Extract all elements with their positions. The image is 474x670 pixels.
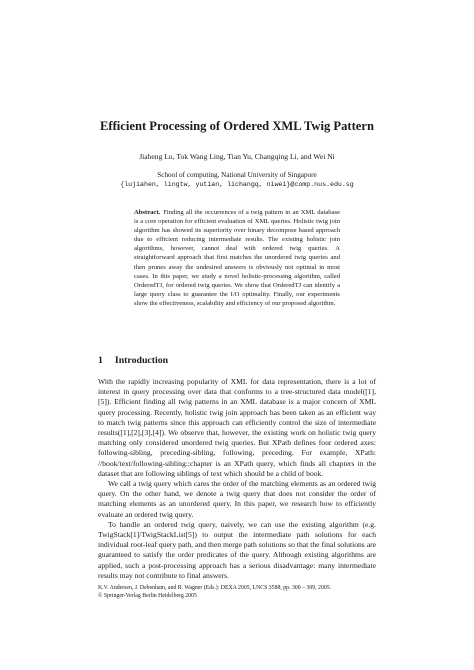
paper-title: Efficient Processing of Ordered XML Twig Pattern — [100, 119, 374, 133]
footer-citation: K.V. Andersen, J. Debenham, and R. Wagner (Eds.): DEXA 2005, LNCS 3588, pp. 300 – 309, 2005. — [98, 585, 332, 591]
page-footer — [98, 585, 378, 600]
body-paragraph: To handle an ordered twig query, naively, we can use the existing algorithm (e.g. TwigStack[1]/TwigStackList[5]) to output the intermediate path solutions for each individual root-leaf query path, and then merge path solutions so that the final solutions are guaranteed to satisfy the order predicates of the query. Although existing algorithms are applied, such a post-processing approach has a serious disadvantage: many intermediate results may not contribute to final answers. — [98, 519, 376, 580]
abstract-label: Abstract. — [134, 209, 161, 216]
section-number: 1 — [98, 355, 103, 366]
affiliation-block — [0, 171, 474, 189]
abstract-block — [134, 208, 340, 308]
footer-copyright: © Springer-Verlag Berlin Heidelberg 2005 — [98, 592, 197, 599]
author-emails: {lujiahen, lingtw, yutian, lichangq, niwei}@comp.nus.edu.sg — [120, 181, 354, 188]
section-heading — [98, 355, 168, 366]
affiliation-line: School of computing, National University of Singapore — [157, 171, 317, 179]
author-list: Jiaheng Lu, Tok Wang Ling, Tian Yu, Changqing Li, and Wei Ni — [139, 152, 335, 161]
abstract-text: Finding all the occurrences of a twig pattern in an XML database is a core operation for efficient evaluation of XML queries. Holistic twig join algorithm has showed its superiority over binary decompose based approach due to efficient reducing intermediate results. The existing holistic join algorithms, however, cannot deal with ordered twig queries. A straightforward approach that first matches the unordered twig queries and then prunes away the undesired answers is obviously not optimal in most cases. In this paper, we study a novel holistic-processing algorithm, called OrderedTJ, for ordered twig queries. We show that OrderedTJ can identify a large query class to guarantee the I/O optimality. Finally, our experiments show the effectiveness, scalability and efficiency of our proposed algorithm. — [134, 209, 340, 307]
body-text — [98, 377, 376, 581]
section-title: Introduction — [114, 355, 169, 366]
body-paragraph: We call a twig query which cares the order of the matching elements as an ordered twig query. On the other hand, we denote a twig query that does not consider the order of matching elements as an unordered query. In this paper, we research how to efficiently evaluate an ordered twig query. — [98, 479, 376, 519]
body-paragraph: With the rapidly increasing popularity of XML for data representation, there is a lot of interest in query processing over data that conforms to a tree-structured data model([1],[5]). Efficient finding all twig patterns in an XML database is a major concern of XML query processing. Recently, holistic twig join approach has been taken as an efficient way to match twig patterns since this approach can efficiently control the size of intermediate results([1],[2],[3],[4]). We observe that, however, the existing work on holistic twig query matching only considered unordered twig queries. But XPath defines four ordered axes: following-sibling, preceding-sibling, following, preceding. For example, XPath: //book/text/following-sibling::chapter is an XPath query, which finds all chapters in the dataset that are following siblings of text which should be a child of book. — [98, 377, 376, 478]
